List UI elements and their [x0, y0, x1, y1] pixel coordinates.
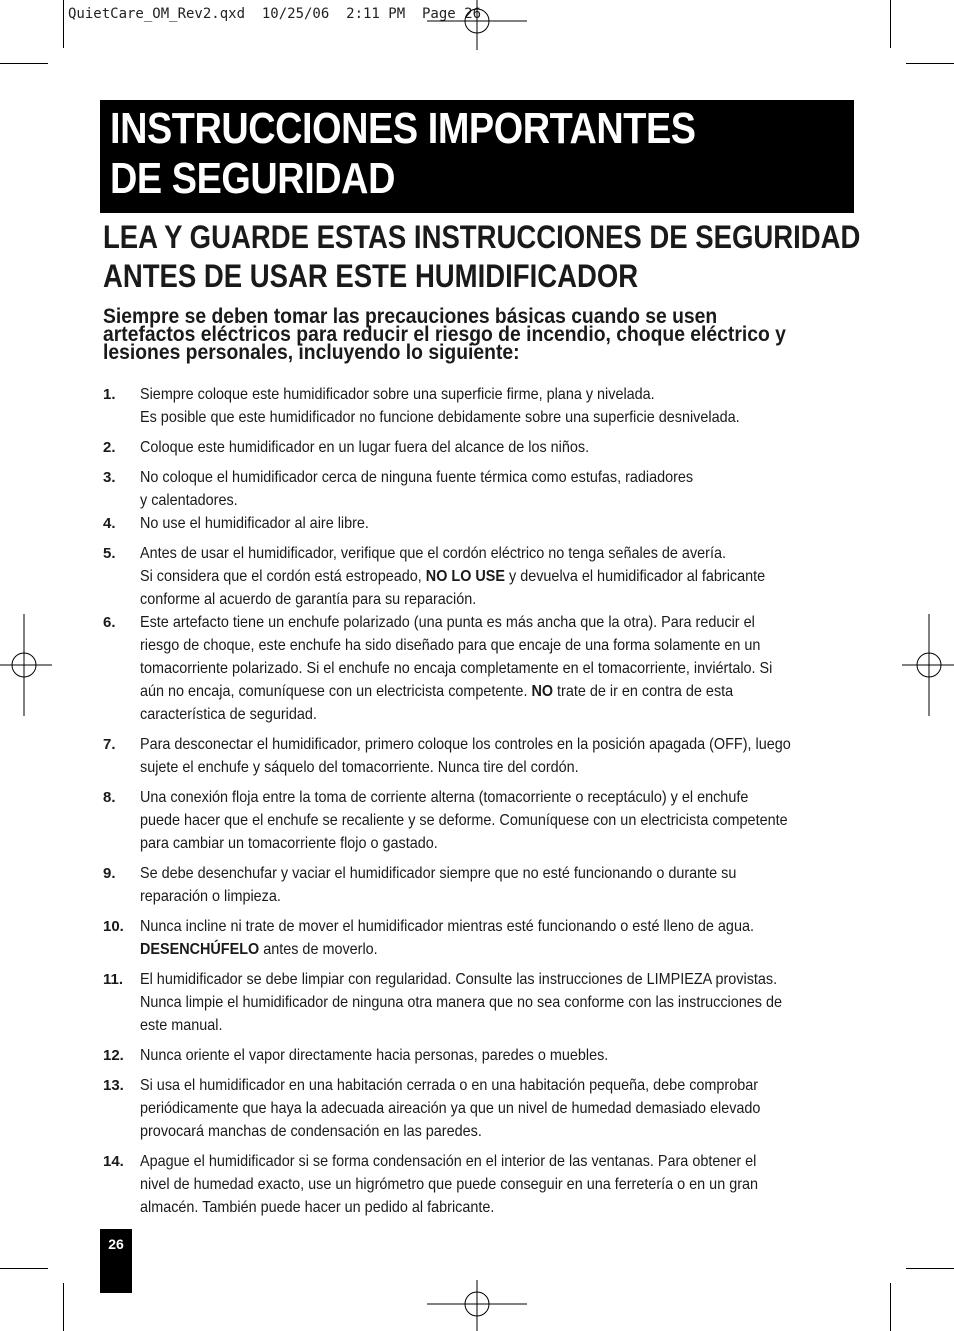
print-slug: QuietCare_OM_Rev2.qxd 10/25/06 2:11 PM Page 26: [68, 6, 482, 22]
page-number-badge: [100, 1229, 132, 1293]
item-text: riesgo de choque, este enchufe ha sido diseñado para que encaje de una forma solamente en un: [140, 637, 761, 654]
crop-mark: [0, 1268, 48, 1269]
crop-mark: [906, 1268, 954, 1269]
item-number: 13.: [103, 1077, 124, 1094]
item-number: 3.: [103, 469, 116, 486]
item-text: para cambiar un tomacorriente flojo o gastado.: [140, 835, 438, 852]
item-text: No use el humidificador al aire libre.: [140, 515, 369, 532]
list-item: [103, 786, 863, 855]
list-item: [103, 611, 863, 726]
item-text: tomacorriente polarizado. Si el enchufe no encaja completamente en el tomacorriente, inviértalo. Si: [140, 660, 773, 677]
item-text: Se debe desenchufar y vaciar el humidificador siempre que no esté funcionando o durante su: [140, 865, 737, 882]
list-item: [103, 436, 863, 459]
crop-mark: [63, 1283, 64, 1331]
item-text: Si usa el humidificador en una habitación cerrada o en una habitación pequeña, debe comprobar: [140, 1077, 759, 1094]
registration-mark-icon: [902, 614, 954, 716]
crop-mark: [63, 0, 64, 48]
item-text: Antes de usar el humidificador, verifique que el cordón eléctrico no tenga señales de avería.: [140, 545, 726, 562]
item-number: 2.: [103, 439, 116, 456]
item-number: 12.: [103, 1047, 124, 1064]
subheading-line: LEA Y GUARDE ESTAS INSTRUCCIONES DE SEGURIDAD: [103, 219, 861, 255]
item-number: 10.: [103, 918, 124, 935]
item-text: aún no encaja, comuníquese con un electricista competente. NO trate de ir en contra de esta: [140, 683, 734, 700]
intro-paragraph: [103, 305, 863, 364]
list-item: [103, 733, 863, 779]
crop-mark: [0, 63, 48, 64]
list-item: [103, 915, 863, 961]
item-text: y calentadores.: [140, 492, 238, 509]
item-text: No coloque el humidificador cerca de ninguna fuente térmica como estufas, radiadores: [140, 469, 694, 486]
item-text: Para desconectar el humidificador, primero coloque los controles en la posición apagada (OFF), luego: [140, 736, 791, 753]
item-text: Una conexión floja entre la toma de corriente alterna (tomacorriente o receptáculo) y el enchufe: [140, 789, 749, 806]
item-text: Nunca limpie el humidificador de ninguna otra manera que no sea conforme con las instrucciones de: [140, 994, 782, 1011]
intro-line: Siempre se deben tomar las precauciones básicas cuando se usen: [103, 305, 718, 328]
item-text: reparación o limpieza.: [140, 888, 281, 905]
crop-mark: [906, 63, 954, 64]
item-number: 8.: [103, 789, 116, 806]
registration-mark-icon: [0, 614, 52, 716]
item-number: 4.: [103, 515, 116, 532]
item-text: puede hacer que el enchufe se recaliente y se deforme. Comuníquese con un electricista competente: [140, 812, 788, 829]
title-banner: [100, 100, 854, 213]
intro-line: lesiones personales, incluyendo lo siguiente:: [103, 341, 520, 364]
subheading: [103, 218, 863, 296]
list-item: [103, 1044, 863, 1067]
item-text: provocará manchas de condensación en las paredes.: [140, 1123, 482, 1140]
subheading-line: ANTES DE USAR ESTE HUMIDIFICADOR: [103, 258, 639, 294]
page-title-line: DE SEGURIDAD: [110, 154, 395, 203]
item-text: característica de seguridad.: [140, 706, 317, 723]
item-text: Siempre coloque este humidificador sobre una superficie firme, plana y nivelada.: [140, 386, 655, 403]
page-title-line: INSTRUCCIONES IMPORTANTES: [110, 104, 696, 153]
crop-mark: [890, 1283, 891, 1331]
safety-instructions-list: [103, 383, 863, 1226]
item-text: almacén. También puede hacer un pedido al fabricante.: [140, 1199, 495, 1216]
item-number: 1.: [103, 386, 116, 403]
list-item: [103, 512, 863, 535]
item-text: Si considera que el cordón está estropeado, NO LO USE y devuelva el humidificador al fabricante: [140, 568, 766, 585]
list-item: [103, 383, 863, 429]
list-item: [103, 968, 863, 1037]
item-text: El humidificador se debe limpiar con regularidad. Consulte las instrucciones de LIMPIEZA provistas.: [140, 971, 778, 988]
item-text: Coloque este humidificador en un lugar fuera del alcance de los niños.: [140, 439, 590, 456]
item-text: este manual.: [140, 1017, 223, 1034]
item-text: Nunca oriente el vapor directamente hacia personas, paredes o muebles.: [140, 1047, 609, 1064]
list-item: [103, 862, 863, 908]
registration-mark-icon: [427, 0, 527, 52]
item-text: Este artefacto tiene un enchufe polarizado (una punta es más ancha que la otra). Para reducir el: [140, 614, 755, 631]
item-text: Apague el humidificador si se forma condensación en el interior de las ventanas. Para obtener el: [140, 1153, 757, 1170]
item-text: nivel de humedad exacto, use un higrómetro que puede conseguir en una ferretería o en un gran: [140, 1176, 759, 1193]
list-item: [103, 1074, 863, 1143]
list-item: [103, 542, 863, 611]
item-text: conforme al acuerdo de garantía para su reparación.: [140, 591, 477, 608]
item-text: periódicamente que haya la adecuada aireación ya que un nivel de humedad demasiado elevado: [140, 1100, 761, 1117]
intro-line: artefactos eléctricos para reducir el riesgo de incendio, choque eléctrico y: [103, 323, 786, 346]
page-number: 26: [108, 1236, 124, 1252]
list-item: [103, 1150, 863, 1219]
item-text: Nunca incline ni trate de mover el humidificador mientras esté funcionando o esté lleno de agua.: [140, 918, 754, 935]
item-number: 9.: [103, 865, 116, 882]
item-number: 7.: [103, 736, 116, 753]
item-number: 14.: [103, 1153, 124, 1170]
item-number: 5.: [103, 545, 116, 562]
list-item: [103, 466, 863, 512]
item-text: sujete el enchufe y sáquelo del tomacorriente. Nunca tire del cordón.: [140, 759, 579, 776]
item-text: Es posible que este humidificador no funcione debidamente sobre una superficie desnivelada.: [140, 409, 740, 426]
item-number: 6.: [103, 614, 116, 631]
item-text: DESENCHÚFELO antes de moverlo.: [140, 941, 378, 958]
crop-mark: [890, 0, 891, 48]
item-number: 11.: [103, 971, 124, 988]
registration-mark-icon: [427, 1280, 527, 1331]
